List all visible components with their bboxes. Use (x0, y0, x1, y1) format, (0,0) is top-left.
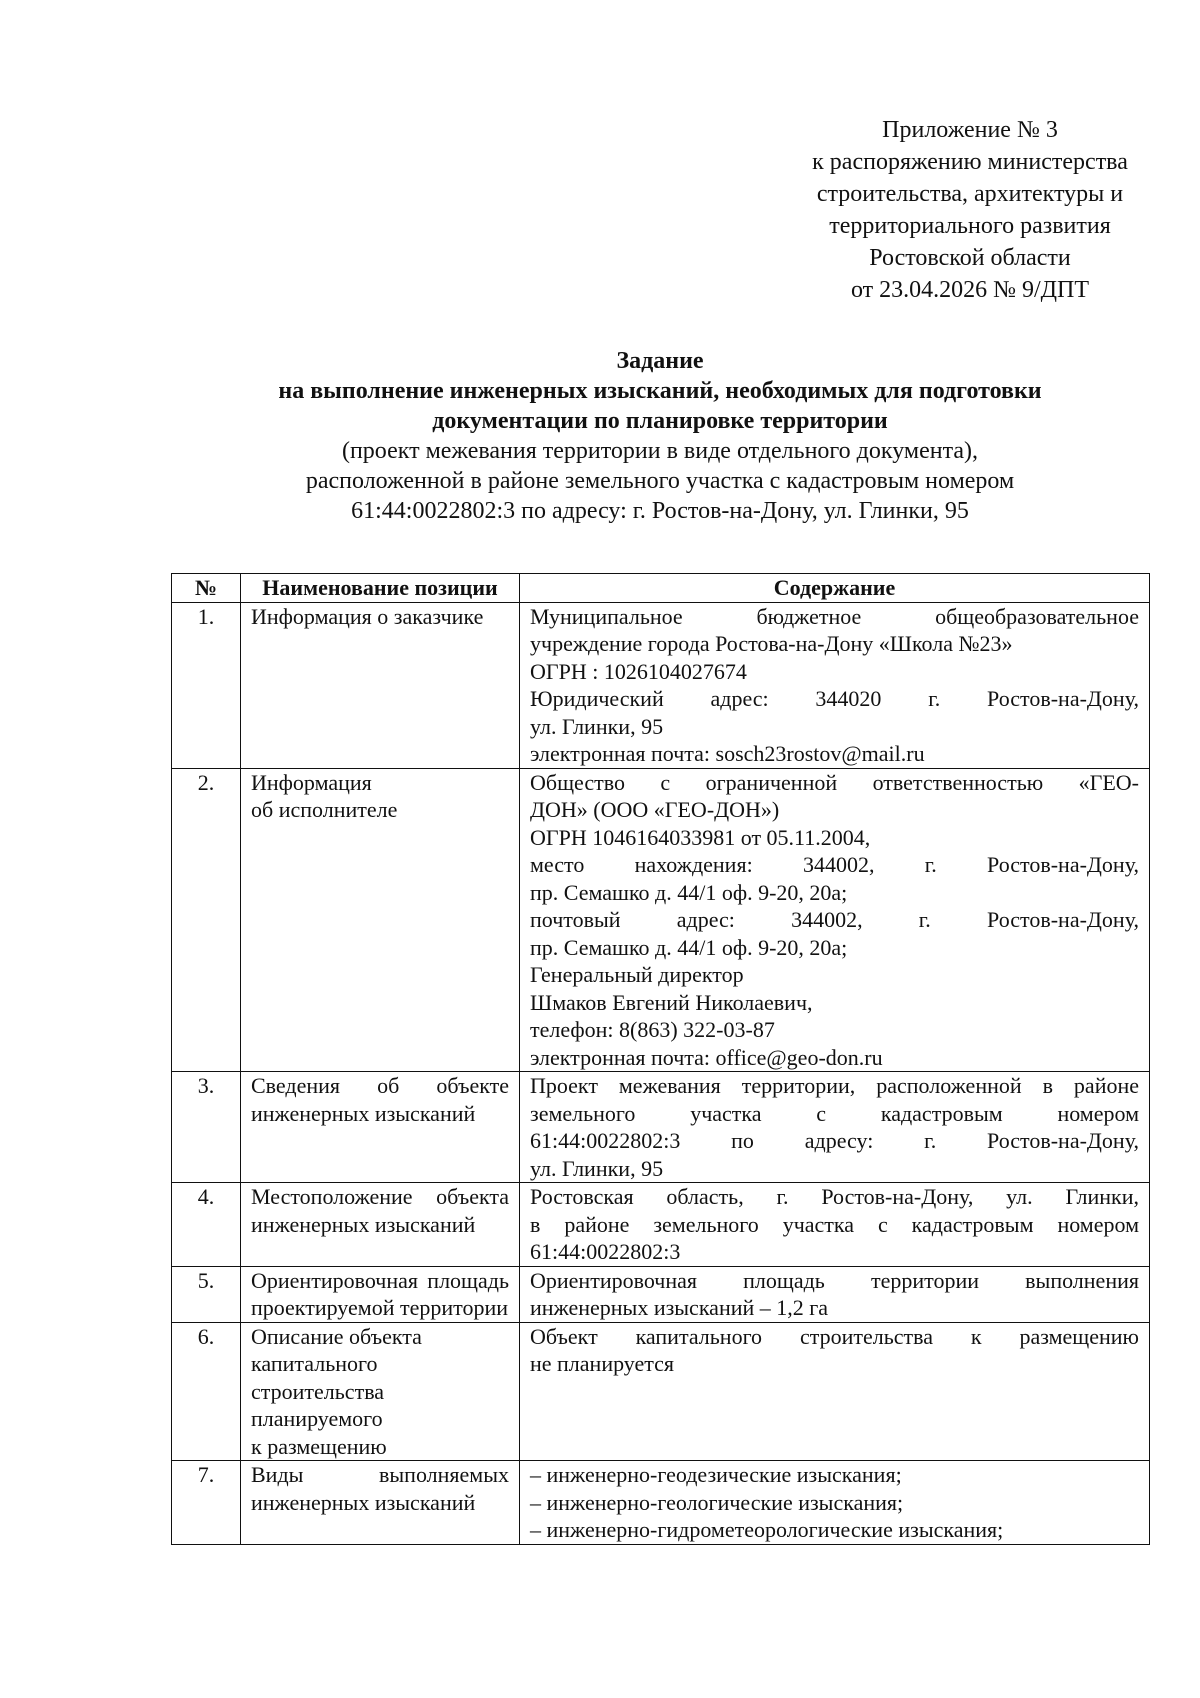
header-content: Содержание (520, 574, 1150, 603)
content-line: – инженерно-геодезические изыскания; (530, 1462, 902, 1487)
row-position-name: Сведения об объекте инженерных изысканий (241, 1072, 520, 1183)
table-row (172, 1183, 1150, 1267)
table-row (172, 768, 1150, 1072)
content-line: земельного участка с кадастровым номером (530, 1100, 1139, 1126)
content-line: Объект капитального строительства к размещению (530, 1323, 1139, 1349)
row-number: 2. (172, 768, 241, 1072)
content-line: пр. Семашко д. 44/1 оф. 9-20, 20а; (530, 934, 848, 960)
row-content (520, 1461, 1150, 1545)
row-number: 4. (172, 1183, 241, 1267)
content-line: учреждение города Ростова-на-Дону «Школа №23» (530, 631, 1013, 656)
table-row (172, 1461, 1150, 1545)
row-number: 1. (172, 602, 241, 768)
header-position-name: Наименование позиции (241, 574, 520, 603)
row-content (520, 1183, 1150, 1267)
header-number: № (172, 574, 241, 603)
table-row (172, 602, 1150, 768)
content-line: 61:44:0022802:3 (530, 1239, 681, 1264)
row-number: 6. (172, 1322, 241, 1461)
content-line: ДОН» (ООО «ГЕО-ДОН») (530, 797, 780, 822)
content-line: Ростовская область, г. Ростов-на-Дону, ул. Глинки, (530, 1184, 1139, 1209)
appendix-header (720, 114, 1200, 306)
content-line: электронная почта: sosch23rostov@mail.ru (530, 741, 925, 766)
row-content (520, 1322, 1150, 1461)
row-content (520, 1266, 1150, 1322)
content-line: Генеральный директор (530, 962, 744, 987)
title-task: Задание (616, 348, 704, 374)
content-line: ул. Глинки, 95 (530, 1155, 664, 1181)
content-line: почтовый адрес: 344002, г. Ростов-на-Дону, (530, 907, 1139, 932)
row-content (520, 1072, 1150, 1183)
content-line: в районе земельного участка с кадастровым номером (530, 1211, 1139, 1237)
row-content (520, 768, 1150, 1072)
content-line: телефон: 8(863) 322-03-87 (530, 1017, 775, 1042)
title-subject: на выполнение инженерных изысканий, необходимых для подготовки (278, 378, 1042, 404)
row-content (520, 602, 1150, 768)
content-line: 61:44:0022802:3 по адресу: г. Ростов-на-Дону, (530, 1128, 1139, 1153)
table-row (172, 1322, 1150, 1461)
content-line: Ориентировочная площадь территории выполнения (530, 1267, 1139, 1293)
content-line: электронная почта: office@geo-don.ru (530, 1044, 883, 1070)
appendix-date-number: от 23.04.2026 № 9/ДПТ (850, 277, 1090, 303)
row-number: 5. (172, 1266, 241, 1322)
content-line: Шмаков Евгений Николаевич, (530, 989, 813, 1015)
row-position-name: Описание объекта капитального строительства планируемого к размещению (241, 1322, 520, 1461)
row-position-name: Информация о заказчике (241, 602, 520, 768)
table-row (172, 1072, 1150, 1183)
appendix-ref-line: к распоряжению министерства (812, 149, 1128, 175)
row-position-name: Информация об исполнителе (241, 768, 520, 1072)
title-location: расположенной в районе земельного участка с кадастровым номером (305, 468, 1015, 494)
content-line: место нахождения: 344002, г. Ростов-на-Дону, (530, 852, 1139, 877)
row-position-name: Виды выполняемых инженерных изысканий (241, 1461, 520, 1545)
content-line: Юридический адрес: 344020 г. Ростов-на-Дону, (530, 686, 1139, 711)
appendix-number: Приложение № 3 (882, 117, 1058, 143)
content-line: ул. Глинки, 95 (530, 713, 664, 739)
content-line: Проект межевания территории, расположенной в районе (530, 1073, 1139, 1098)
content-line: инженерных изысканий – 1,2 га (530, 1295, 829, 1320)
row-position-name: Ориентировочная площадь проектируемой территории (241, 1266, 520, 1322)
table-body (172, 602, 1150, 1544)
content-line: не планируется (530, 1351, 675, 1376)
table-header-row (172, 574, 1150, 603)
row-number: 3. (172, 1072, 241, 1183)
content-line: ОГРН : 1026104027674 (530, 658, 747, 684)
document-title (150, 346, 1170, 526)
title-address: 61:44:0022802:3 по адресу: г. Ростов-на-Дону, ул. Глинки, 95 (351, 498, 969, 524)
row-position-name: Местоположение объекта инженерных изысканий (241, 1183, 520, 1267)
title-project-type: (проект межевания территории в виде отдельного документа), (341, 438, 979, 464)
content-line: ОГРН 1046164033981 от 05.11.2004, (530, 824, 871, 850)
appendix-ref-line: территориального развития (829, 213, 1111, 239)
content-line: Муниципальное бюджетное общеобразовательное (530, 603, 1139, 629)
row-number: 7. (172, 1461, 241, 1545)
content-line: – инженерно-геологические изыскания; (530, 1489, 904, 1515)
task-table (171, 573, 1150, 1545)
content-line: пр. Семашко д. 44/1 оф. 9-20, 20а; (530, 879, 848, 905)
title-subject-cont: документации по планировке территории (432, 408, 888, 434)
content-line: Общество с ограниченной ответственностью «ГЕО- (530, 769, 1139, 795)
appendix-ref-line: строительства, архитектуры и (816, 181, 1124, 207)
appendix-ref-line: Ростовской области (869, 245, 1071, 271)
table-row (172, 1266, 1150, 1322)
content-line: – инженерно-гидрометеорологические изыскания; (530, 1517, 1004, 1542)
